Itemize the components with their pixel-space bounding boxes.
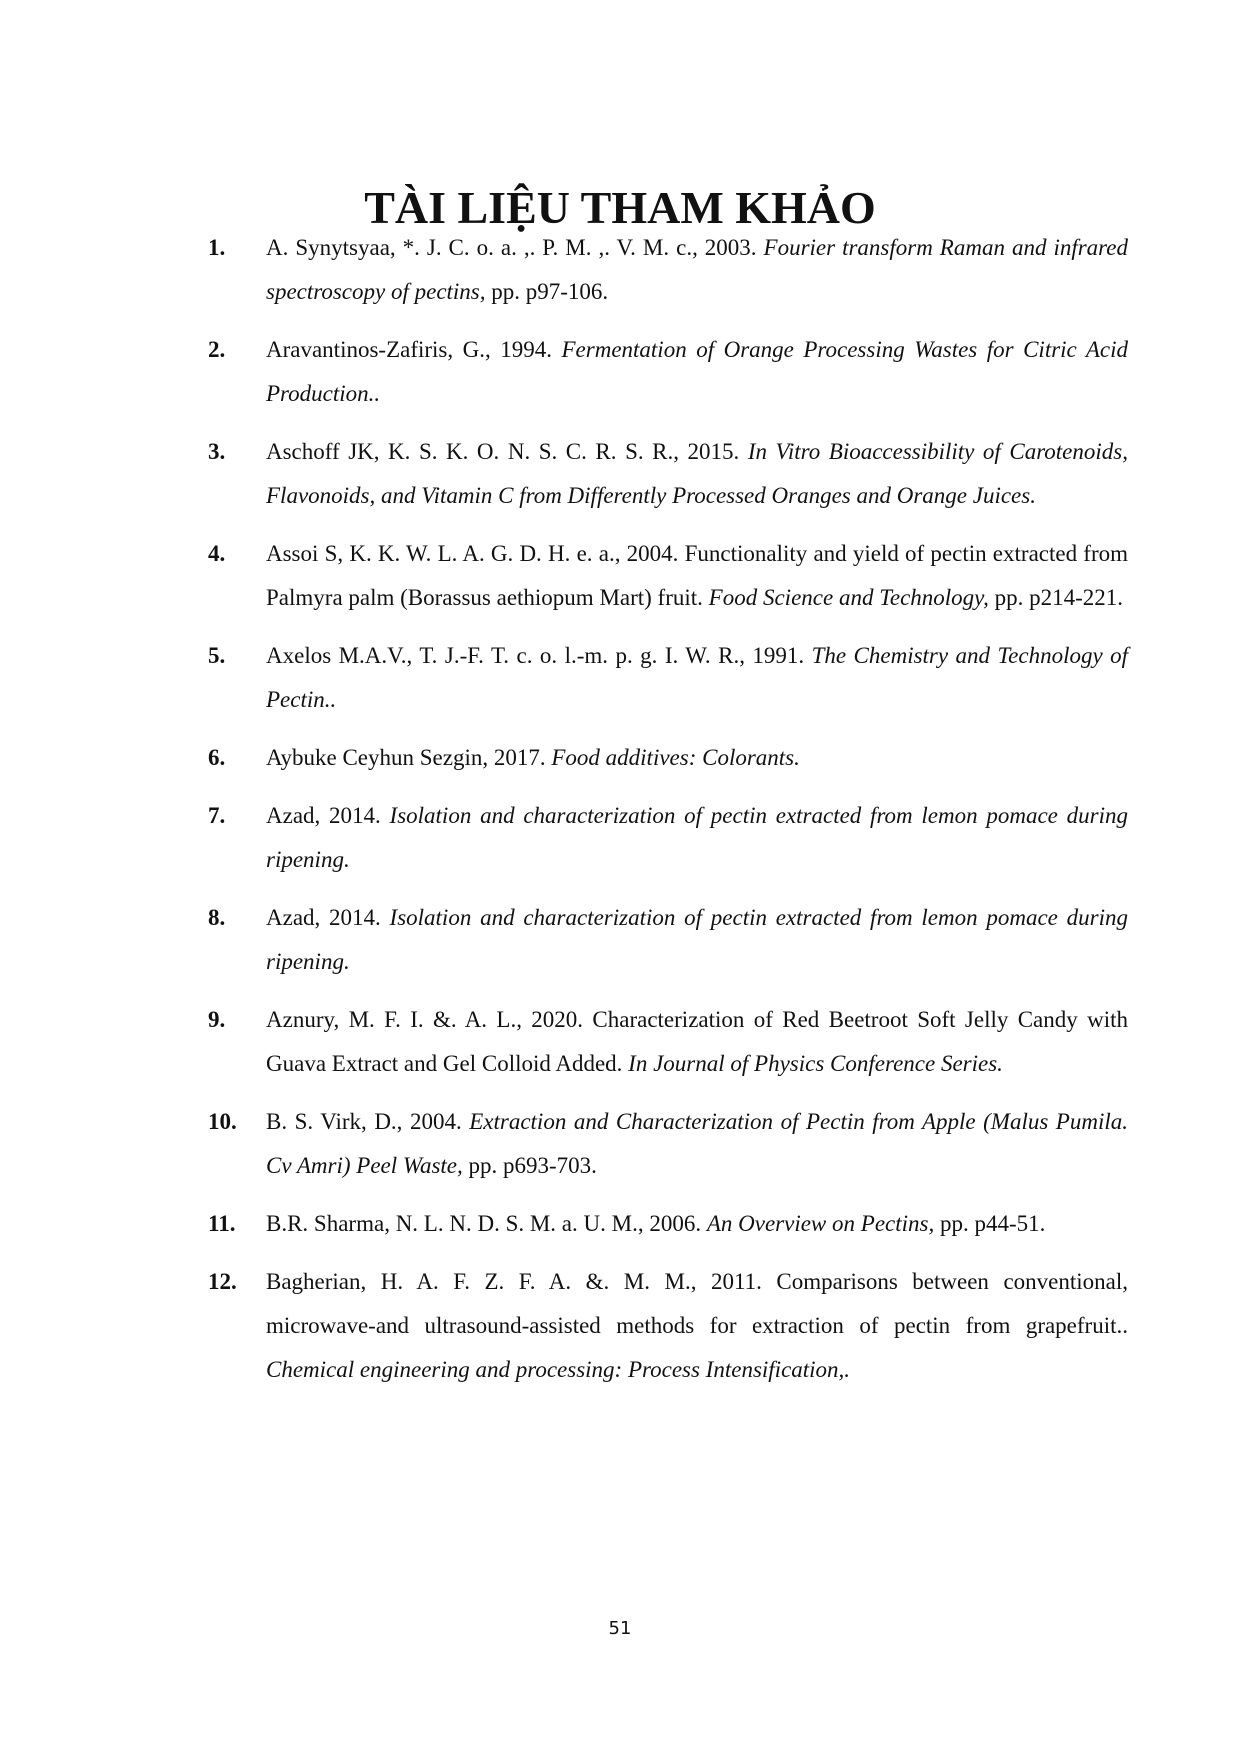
reference-authors: Aybuke Ceyhun Sezgin, 2017. (266, 745, 552, 770)
reference-text (266, 998, 1128, 1086)
reference-number: 4. (208, 541, 226, 566)
reference-text (266, 736, 1128, 780)
reference-title: In Journal of Physics Conference Series. (628, 1051, 1003, 1076)
reference-item (208, 896, 1128, 984)
reference-authors: Axelos M.A.V., T. J.-F. T. c. o. l.-m. p. g. I. W. R., 1991. (266, 643, 812, 668)
page-title: TÀI LIỆU THAM KHẢO (364, 182, 876, 233)
reference-number: 11. (208, 1211, 236, 1236)
reference-number: 6. (208, 745, 226, 770)
reference-authors: A. Synytsyaa, *. J. C. o. a. ,. P. M. ,. V. M. c., 2003. (266, 235, 764, 260)
reference-authors: Azad, 2014. (266, 803, 390, 828)
reference-number: 7. (208, 803, 226, 828)
reference-number: 8. (208, 905, 226, 930)
reference-text (266, 896, 1128, 984)
reference-authors: B. S. Virk, D., 2004. (266, 1109, 470, 1134)
reference-item (208, 1202, 1128, 1246)
reference-title: An Overview on Pectins, (706, 1211, 935, 1236)
reference-authors: Assoi S, K. K. W. L. A. G. D. H. e. a., 2004. Functionality and yield of pectin extracted from Palmyra palm (Borassus aethiopum Mart) fruit. (266, 541, 1128, 610)
reference-title: Extraction and Characterization of Pectin from Apple (Malus Pumila. Cv Amri) Peel Waste, (266, 1109, 1128, 1178)
reference-item (208, 328, 1128, 416)
reference-title: Chemical engineering and processing: Process Intensification,. (266, 1357, 851, 1382)
reference-authors: Aznury, M. F. I. &. A. L., 2020. Characterization of Red Beetroot Soft Jelly Candy with Guava Extract and Gel Colloid Added. (266, 1007, 1128, 1076)
reference-title: Food additives: Colorants. (551, 745, 800, 770)
reference-title: Fermentation of Orange Processing Wastes for Citric Acid Production.. (266, 337, 1128, 406)
reference-number: 3. (208, 439, 226, 464)
reference-text (266, 1202, 1128, 1246)
reference-number: 12. (208, 1269, 237, 1294)
reference-title: In Vitro Bioaccessibility of Carotenoids, Flavonoids, and Vitamin C from Differently Processed Oranges and Orange Juices. (266, 439, 1128, 508)
reference-item (208, 736, 1128, 780)
page-number: 51 (608, 1618, 632, 1639)
reference-item (208, 532, 1128, 620)
reference-title: Food Science and Technology, (708, 585, 989, 610)
reference-list (208, 226, 1128, 1406)
reference-number: 2. (208, 337, 226, 362)
reference-pages: pp. p97-106. (485, 279, 609, 304)
reference-text (266, 1260, 1128, 1392)
reference-authors: Bagherian, H. A. F. Z. F. A. &. M. M., 2011. Comparisons between conventional, microwave-and ultrasound-assisted methods for extraction of pectin from grapefruit.. (266, 1269, 1128, 1338)
reference-item (208, 1260, 1128, 1392)
reference-number: 1. (208, 235, 226, 260)
reference-text (266, 226, 1128, 314)
reference-item (208, 998, 1128, 1086)
reference-authors: Aravantinos-Zafiris, G., 1994. (266, 337, 562, 362)
reference-text (266, 1100, 1128, 1188)
reference-text (266, 328, 1128, 416)
reference-title: Isolation and characterization of pectin extracted from lemon pomace during ripening. (266, 905, 1128, 974)
reference-text (266, 794, 1128, 882)
reference-number: 10. (208, 1109, 237, 1134)
reference-item (208, 794, 1128, 882)
reference-item (208, 634, 1128, 722)
reference-authors: Aschoff JK, K. S. K. O. N. S. C. R. S. R., 2015. (266, 439, 748, 464)
reference-pages: pp. p44-51. (934, 1211, 1046, 1236)
reference-text (266, 634, 1128, 722)
reference-number: 9. (208, 1007, 226, 1032)
reference-pages: pp. p214-221. (988, 585, 1124, 610)
reference-pages: pp. p693-703. (462, 1153, 597, 1178)
reference-item (208, 226, 1128, 314)
reference-authors: Azad, 2014. (266, 905, 390, 930)
reference-authors: B.R. Sharma, N. L. N. D. S. M. a. U. M., 2006. (266, 1211, 707, 1236)
reference-title: Fourier transform Raman and infrared spectroscopy of pectins, (266, 235, 1128, 304)
reference-number: 5. (208, 643, 226, 668)
reference-title: Isolation and characterization of pectin extracted from lemon pomace during ripening. (266, 803, 1128, 872)
reference-text (266, 532, 1128, 620)
reference-text (266, 430, 1128, 518)
reference-title: The Chemistry and Technology of Pectin.. (266, 643, 1129, 712)
reference-item (208, 430, 1128, 518)
reference-item (208, 1100, 1128, 1188)
